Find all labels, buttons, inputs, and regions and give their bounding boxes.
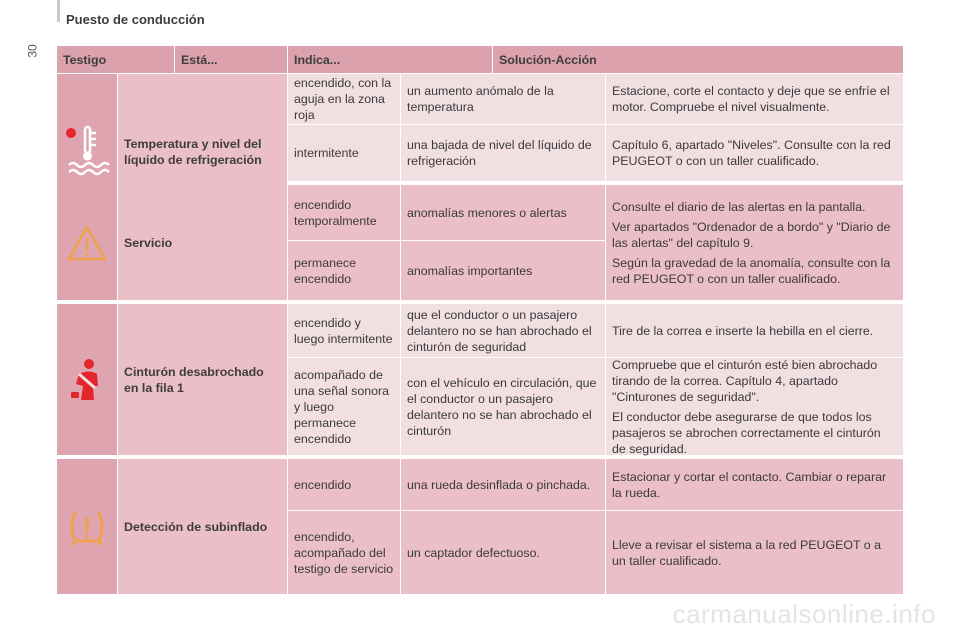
- indicates-cell: que el conductor o un pasajero delantero no se han abrochado el cinturón de seguridad: [401, 304, 605, 357]
- tyre-pressure-warning-icon: [57, 459, 117, 594]
- state-cell: encendido, con la aguja en la zona roja: [288, 74, 400, 124]
- seatbelt-icon: [57, 304, 117, 455]
- action-cell: Estacione, corte el contacto y deje que se enfríe el motor. Compruebe el nivel visualmente.: [606, 74, 903, 124]
- state-cell: encendido y luego intermitente: [288, 304, 400, 357]
- warning-light-name: Temperatura y nivel del líquido de refrigeración: [118, 74, 287, 229]
- action-paragraph: Ver apartados "Ordenador de a bordo" y "Diario de las alertas" del capítulo 9.: [612, 219, 891, 250]
- section-title: Puesto de conducción: [66, 12, 205, 27]
- page-number: 30: [25, 44, 40, 58]
- action-cell: [606, 185, 903, 300]
- indicates-cell: una rueda desinflada o pinchada.: [401, 459, 605, 510]
- warning-triangle-icon: [57, 185, 117, 300]
- action-paragraph: Compruebe que el cinturón esté bien abrochado tirando de la correa. Capítulo 4, apartado "Cinturones de seguridad".: [612, 357, 878, 404]
- state-cell: encendido temporalmente: [288, 185, 400, 240]
- action-cell: Tire de la correa e inserte la hebilla en el cierre.: [606, 304, 903, 357]
- warning-light-name: Detección de subinflado: [118, 459, 287, 594]
- action-paragraph: Consulte el diario de las alertas en la pantalla.: [612, 199, 866, 214]
- column-header: Está...: [175, 46, 287, 73]
- indicates-cell: un aumento anómalo de la temperatura: [401, 74, 605, 124]
- state-cell: encendido, acompañado del testigo de servicio: [288, 511, 400, 594]
- warning-light-name: Servicio: [118, 185, 287, 300]
- state-cell: acompañado de una señal sonora y luego permanece encendido: [288, 358, 400, 455]
- action-cell: Capítulo 6, apartado "Niveles". Consulte con la red PEUGEOT o con un taller cualificado.: [606, 125, 903, 181]
- state-cell: encendido: [288, 459, 400, 510]
- margin-bar: [57, 0, 60, 22]
- indicates-cell: con el vehículo en circulación, que el conductor o un pasajero delantero no se han abrochado el cinturón: [401, 358, 605, 455]
- indicates-cell: una bajada de nivel del líquido de refrigeración: [401, 125, 605, 181]
- state-cell: intermitente: [288, 125, 400, 181]
- action-cell: [606, 358, 903, 455]
- indicates-cell: anomalías importantes: [401, 241, 605, 300]
- action-paragraph: Según la gravedad de la anomalía, consulte con la red PEUGEOT o con un taller cualificado.: [612, 255, 891, 286]
- column-header: Indica...: [288, 46, 492, 73]
- indicates-cell: un captador defectuoso.: [401, 511, 605, 594]
- column-header: Solución-Acción: [493, 46, 903, 73]
- state-cell: permanece encendido: [288, 241, 400, 300]
- warning-light-name: Cinturón desabrochado en la fila 1: [118, 304, 287, 455]
- action-cell: Estacionar y cortar el contacto. Cambiar o reparar la rueda.: [606, 459, 903, 510]
- action-cell: Lleve a revisar el sistema a la red PEUGEOT o a un taller cualificado.: [606, 511, 903, 594]
- action-paragraph: El conductor debe asegurarse de que todos los pasajeros se abrochen correctamente el cinturón de seguridad.: [612, 409, 881, 456]
- column-header: Testigo: [57, 46, 174, 73]
- indicates-cell: anomalías menores o alertas: [401, 185, 605, 240]
- watermark: carmanualsonline.info: [672, 599, 936, 629]
